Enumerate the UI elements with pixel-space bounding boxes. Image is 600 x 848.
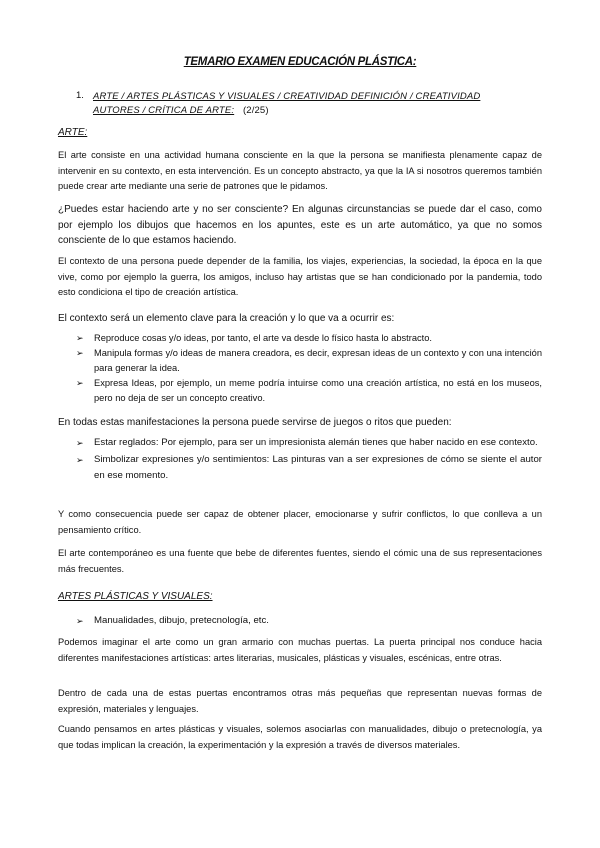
- section-heading: [93, 90, 533, 118]
- arrow-bullet-icon: ➢: [76, 616, 84, 626]
- paragraph-1: El arte consiste en una actividad humana consciente en la que la persona se manifiesta plenamente capaz de intervenir en su contexto, en esta intervención. Es un concepto abstracto, ya que la IA si nosotros queremos también puede crear arte mediante una serie de patrones que le pidamos.: [58, 150, 542, 191]
- list-item: ➢ Simbolizar expresiones y/o sentimientos: Las pinturas van a ser expresiones de cómo se siente el autor en ese momento.: [76, 454, 542, 481]
- paragraph-9: Dentro de cada una de estas puertas encontramos otras más pequeñas que representan nuevas formas de expresión, materiales y lenguajes.: [58, 688, 542, 714]
- bullet-list-1: [76, 331, 542, 406]
- section-heading-line1: ARTE / ARTES PLÁSTICAS Y VISUALES / CREATIVIDAD DEFINICIÓN / CREATIVIDAD: [93, 91, 481, 102]
- paragraph-4: El contexto será un elemento clave para la creación y lo que va a ocurrir es:: [58, 313, 395, 324]
- section-date: (2/25): [242, 105, 269, 116]
- list-item: ➢ Expresa Ideas, por ejemplo, un meme podría intuirse como una creación artística, no está en los museos, pero no deja de ser un concepto creativo.: [76, 378, 542, 403]
- paragraph-8: Podemos imaginar el arte como un gran armario con muchas puertas. La puerta principal nos conduce hacia diferentes manifestaciones artísticas: artes literarias, musicales, plásticas y visuales, escénicas, entre otras.: [58, 637, 542, 663]
- paragraph-6: Y como consecuencia puede ser capaz de obtener placer, emocionarse y sufrir conflictos, lo que conlleva a un pensamiento crítico.: [58, 509, 542, 535]
- list-item: ➢ Manipula formas y/o ideas de manera creadora, es decir, expresan ideas de un contexto y con una intención para generar la idea.: [76, 348, 542, 373]
- list-item: ➢ Manualidades, dibujo, pretecnología, etc.: [76, 613, 542, 629]
- arrow-bullet-icon: ➢: [76, 378, 84, 388]
- arrow-bullet-icon: ➢: [76, 455, 84, 465]
- section-number: 1.: [76, 90, 84, 101]
- list-item: ➢ Reproduce cosas y/o ideas, por tanto, el arte va desde lo físico hasta lo abstracto.: [76, 331, 542, 346]
- paragraph-7: El arte contemporáneo es una fuente que bebe de diferentes fuentes, siendo el cómic una de sus representaciones más frecuentes.: [58, 548, 542, 574]
- section-heading-line2: AUTORES / CRÍTICA DE ARTE:: [93, 105, 235, 116]
- paragraph-2: ¿Puedes estar haciendo arte y no ser consciente? En algunas circunstancias se puede dar el caso, como por ejemplo los dibujos que hacemos en los apuntes, este es un arte automático, ya que no somos consciente de lo que estamos haciendo.: [58, 204, 542, 246]
- page-title: TEMARIO EXAMEN EDUCACIÓN PLÁSTICA:: [183, 56, 417, 68]
- bullet-list-2: [76, 435, 542, 485]
- artes-plasticas-heading: ARTES PLÁSTICAS Y VISUALES:: [58, 591, 213, 602]
- arte-heading: ARTE:: [58, 127, 88, 138]
- bullet-list-3: [76, 613, 542, 630]
- list-item: ➢ Estar reglados: Por ejemplo, para ser un impresionista alemán tienes que haber nacido en ese contexto.: [76, 435, 542, 451]
- arrow-bullet-icon: ➢: [76, 348, 84, 358]
- paragraph-10: Cuando pensamos en artes plásticas y visuales, solemos asociarlas con manualidades, dibujo o pretecnología, ya que todas implican la creación, la experimentación y la expresión a través de diversos materiales.: [58, 724, 542, 750]
- arrow-bullet-icon: ➢: [76, 333, 84, 343]
- paragraph-3: El contexto de una persona puede depender de la familia, los viajes, experiencias, la sociedad, la época en la que vive, como por ejemplo la guerra, los amigos, incluso hay artistas que se han condicionado por la pandemia, todo esto condiciona el tipo de creación artística.: [58, 256, 542, 297]
- arrow-bullet-icon: ➢: [76, 438, 84, 448]
- paragraph-5: En todas estas manifestaciones la persona puede servirse de juegos o ritos que pueden:: [58, 417, 452, 428]
